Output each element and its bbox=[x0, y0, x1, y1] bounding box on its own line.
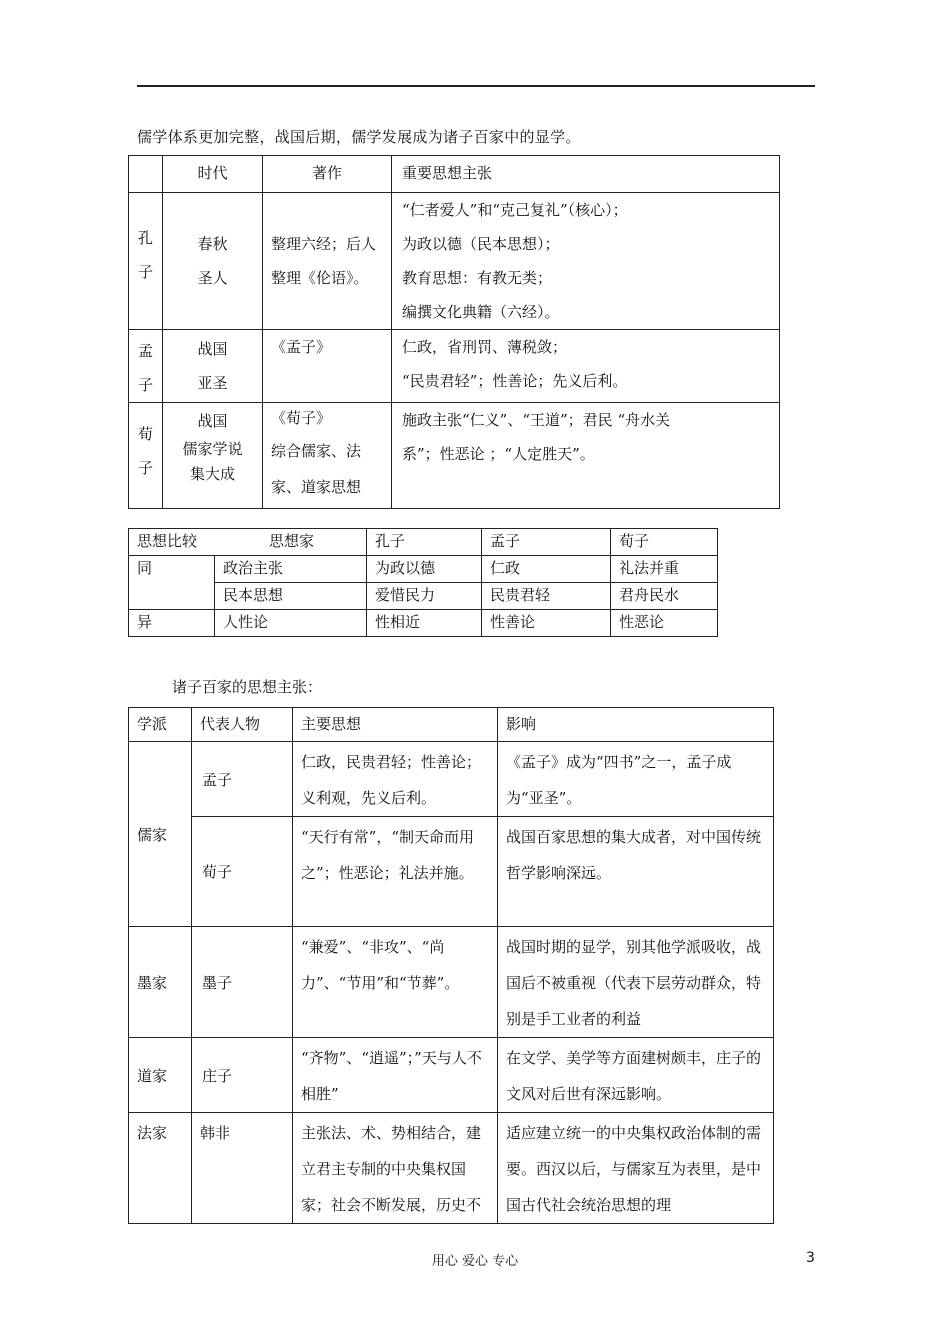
person-cell: 墨子 bbox=[192, 927, 293, 1038]
page-number: 3 bbox=[806, 1250, 815, 1266]
ideas-cell: “仁者爱人”和“克己复礼”（核心）； 为政以德（民本思想）； 教育思想：有教无类； 编撰文化典籍（六经）。 bbox=[392, 193, 780, 330]
value-cell: 性相近 bbox=[367, 610, 482, 637]
school-cell: 道家 bbox=[129, 1038, 192, 1113]
header-cell: 时代 bbox=[163, 156, 263, 193]
table-row bbox=[129, 610, 718, 637]
table-row bbox=[129, 330, 780, 403]
table-row bbox=[129, 1038, 774, 1113]
table-row bbox=[129, 742, 774, 817]
header-cell: 代表人物 bbox=[192, 708, 293, 742]
aspect-cell: 人性论 bbox=[215, 610, 367, 637]
value-cell: 君舟民水 bbox=[611, 583, 718, 610]
confucian-thinkers-table bbox=[128, 155, 780, 509]
table-row bbox=[129, 556, 718, 583]
value-cell: 仁政 bbox=[482, 556, 611, 583]
thought-comparison-table bbox=[128, 528, 718, 637]
header-cell: 荀子 bbox=[611, 529, 718, 556]
table-row bbox=[129, 817, 774, 927]
name-cell: 孟子 bbox=[129, 330, 163, 403]
corner-cell: 思想比较 思想家 bbox=[129, 529, 367, 556]
school-cell: 儒家 bbox=[129, 742, 192, 927]
aspect-cell: 政治主张 bbox=[215, 556, 367, 583]
header-cell: 重要思想主张 bbox=[392, 156, 780, 193]
era-cell: 战国 亚圣 bbox=[163, 330, 263, 403]
group-cell: 同 bbox=[129, 556, 215, 610]
impact-cell: 战国百家思想的集大成者，对中国传统哲学影响深远。 bbox=[498, 817, 774, 927]
ideas-cell: “齐物”、“逍遥”；”天与人不相胜” bbox=[293, 1038, 498, 1113]
value-cell: 礼法并重 bbox=[611, 556, 718, 583]
header-cell bbox=[129, 156, 163, 193]
table-header-row bbox=[129, 708, 774, 742]
person-cell: 韩非 bbox=[192, 1113, 293, 1224]
ideas-cell: 仁政，民贵君轻；性善论；义利观，先义后利。 bbox=[293, 742, 498, 817]
schools-caption: 诸子百家的思想主张： bbox=[172, 678, 323, 696]
value-cell: 民贵君轻 bbox=[482, 583, 611, 610]
school-cell: 法家 bbox=[129, 1113, 192, 1224]
intro-paragraph: 儒学体系更加完整，战国后期，儒学发展成为诸子百家中的显学。 bbox=[137, 128, 581, 146]
school-cell: 墨家 bbox=[129, 927, 192, 1038]
header-cell: 孔子 bbox=[367, 529, 482, 556]
era-cell: 战国 儒家学说 集大成 bbox=[163, 403, 263, 509]
impact-cell: 战国时期的显学，别其他学派吸收，战国后不被重视（代表下层劳动群众，特别是手工业者的利益 bbox=[498, 927, 774, 1038]
value-cell: 性恶论 bbox=[611, 610, 718, 637]
header-cell: 主要思想 bbox=[293, 708, 498, 742]
ideas-cell: “兼爱”、“非攻”、“尚力”、“节用”和“节葬”。 bbox=[293, 927, 498, 1038]
header-cell: 影响 bbox=[498, 708, 774, 742]
era-cell: 春秋 圣人 bbox=[163, 193, 263, 330]
table-row bbox=[129, 193, 780, 330]
person-cell: 孟子 bbox=[192, 742, 293, 817]
table-row bbox=[129, 403, 780, 509]
value-cell: 为政以德 bbox=[367, 556, 482, 583]
name-cell: 荀子 bbox=[129, 403, 163, 509]
person-cell: 庄子 bbox=[192, 1038, 293, 1113]
table-row bbox=[129, 1113, 774, 1224]
page-footer: 用心 爱心 专心 bbox=[431, 1254, 519, 1269]
header-cell: 孟子 bbox=[482, 529, 611, 556]
schools-of-thought-table bbox=[128, 707, 774, 1224]
header-cell: 著作 bbox=[263, 156, 392, 193]
works-cell: 《荀子》 综合儒家、法 家、道家思想 bbox=[263, 403, 392, 509]
ideas-cell: 仁政，省刑罚、薄税敛； “民贵君轻”；性善论；先义后利。 bbox=[392, 330, 780, 403]
value-cell: 爱惜民力 bbox=[367, 583, 482, 610]
group-cell: 异 bbox=[129, 610, 215, 637]
header-cell: 学派 bbox=[129, 708, 192, 742]
impact-cell: 《孟子》成为“四书”之一，孟子成为“亚圣”。 bbox=[498, 742, 774, 817]
table-row bbox=[129, 583, 718, 610]
ideas-cell: “天行有常”，“制天命而用之”；性恶论；礼法并施。 bbox=[293, 817, 498, 927]
value-cell: 性善论 bbox=[482, 610, 611, 637]
impact-cell: 在文学、美学等方面建树颇丰，庄子的文风对后世有深远影响。 bbox=[498, 1038, 774, 1113]
works-cell: 整理六经；后人 整理《伦语》。 bbox=[263, 193, 392, 330]
ideas-cell: 施政主张“仁义”、“王道”；君民 “舟水关 系”；性恶论 ；“人定胜天”。 bbox=[392, 403, 780, 509]
works-cell: 《孟子》 bbox=[263, 330, 392, 403]
ideas-cell: 主张法、术、势相结合，建立君主专制的中央集权国家；社会不断发展，历史不 bbox=[293, 1113, 498, 1224]
person-cell: 荀子 bbox=[192, 817, 293, 927]
impact-cell: 适应建立统一的中央集权政治体制的需要。西汉以后，与儒家互为表里，是中国古代社会统治思想的理 bbox=[498, 1113, 774, 1224]
table-row bbox=[129, 927, 774, 1038]
table-header-row bbox=[129, 156, 780, 193]
header-rule bbox=[137, 85, 815, 87]
name-cell: 孔子 bbox=[129, 193, 163, 330]
aspect-cell: 民本思想 bbox=[215, 583, 367, 610]
table-header-row bbox=[129, 529, 718, 556]
